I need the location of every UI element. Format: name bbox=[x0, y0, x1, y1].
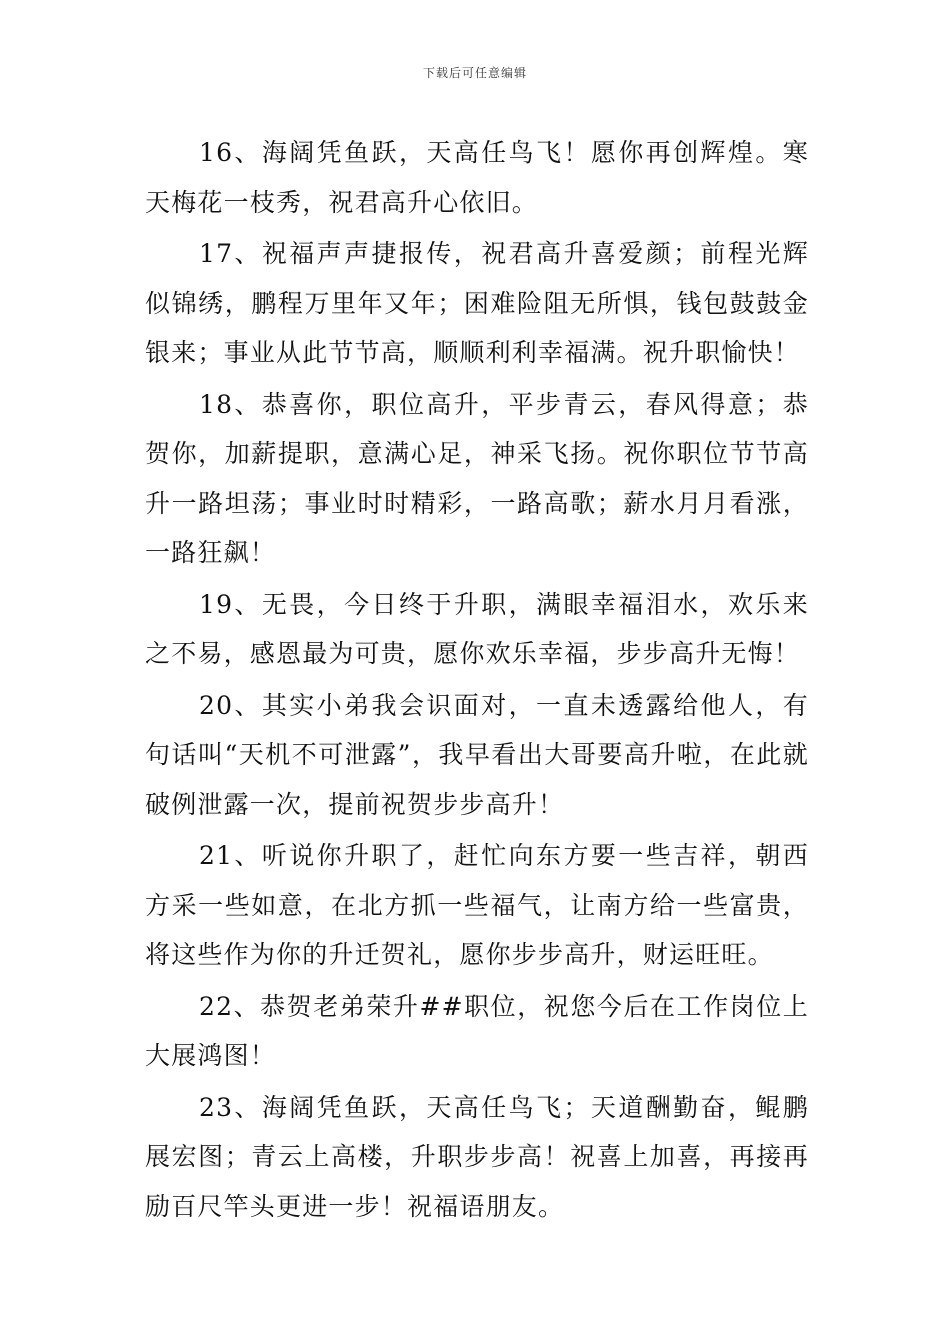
paragraph-19: 19、无畏，今日终于升职，满眼幸福泪水，欢乐来之不易，感恩最为可贵，愿你欢乐幸福，步步高升无悔！ bbox=[145, 589, 809, 668]
paragraph-16: 16、海阔凭鱼跃，天高任鸟飞！愿你再创辉煌。寒天梅花一枝秀，祝君高升心依旧。 bbox=[145, 138, 809, 217]
paragraph-22: 22、恭贺老弟荣升##职位，祝您今后在工作岗位上大展鸿图！ bbox=[145, 991, 809, 1070]
paragraph-21: 21、听说你升职了，赶忙向东方要一些吉祥，朝西方采一些如意，在北方抓一些福气，让南方给一些富贵，将这些作为你的升迁贺礼，愿你步步高升，财运旺旺。 bbox=[145, 841, 809, 969]
paragraph-17: 17、祝福声声捷报传，祝君高升喜爱颜；前程光辉似锦绣，鹏程万里年又年；困难险阻无所惧，钱包鼓鼓金银来；事业从此节节高，顺顺利利幸福满。祝升职愉快！ bbox=[145, 239, 809, 367]
paragraph-20: 20、其实小弟我会识面对，一直未透露给他人，有句话叫“天机不可泄露”，我早看出大哥要高升啦，在此就破例泄露一次，提前祝贺步步高升！ bbox=[145, 690, 809, 819]
paragraph-18: 18、恭喜你，职位高升，平步青云，春风得意；恭贺你，加薪提职，意满心足，神采飞扬。祝你职位节节高升一路坦荡；事业时时精彩，一路高歌；薪水月月看涨，一路狂飙！ bbox=[145, 389, 809, 567]
page-header: 下载后可任意编辑 bbox=[422, 66, 527, 80]
paragraph-23: 23、海阔凭鱼跃，天高任鸟飞；天道酬勤奋，鲲鹏展宏图；青云上高楼，升职步步高！祝喜上加喜，再接再励百尺竿头更进一步！祝福语朋友。 bbox=[145, 1092, 809, 1221]
document-body bbox=[145, 128, 809, 1233]
